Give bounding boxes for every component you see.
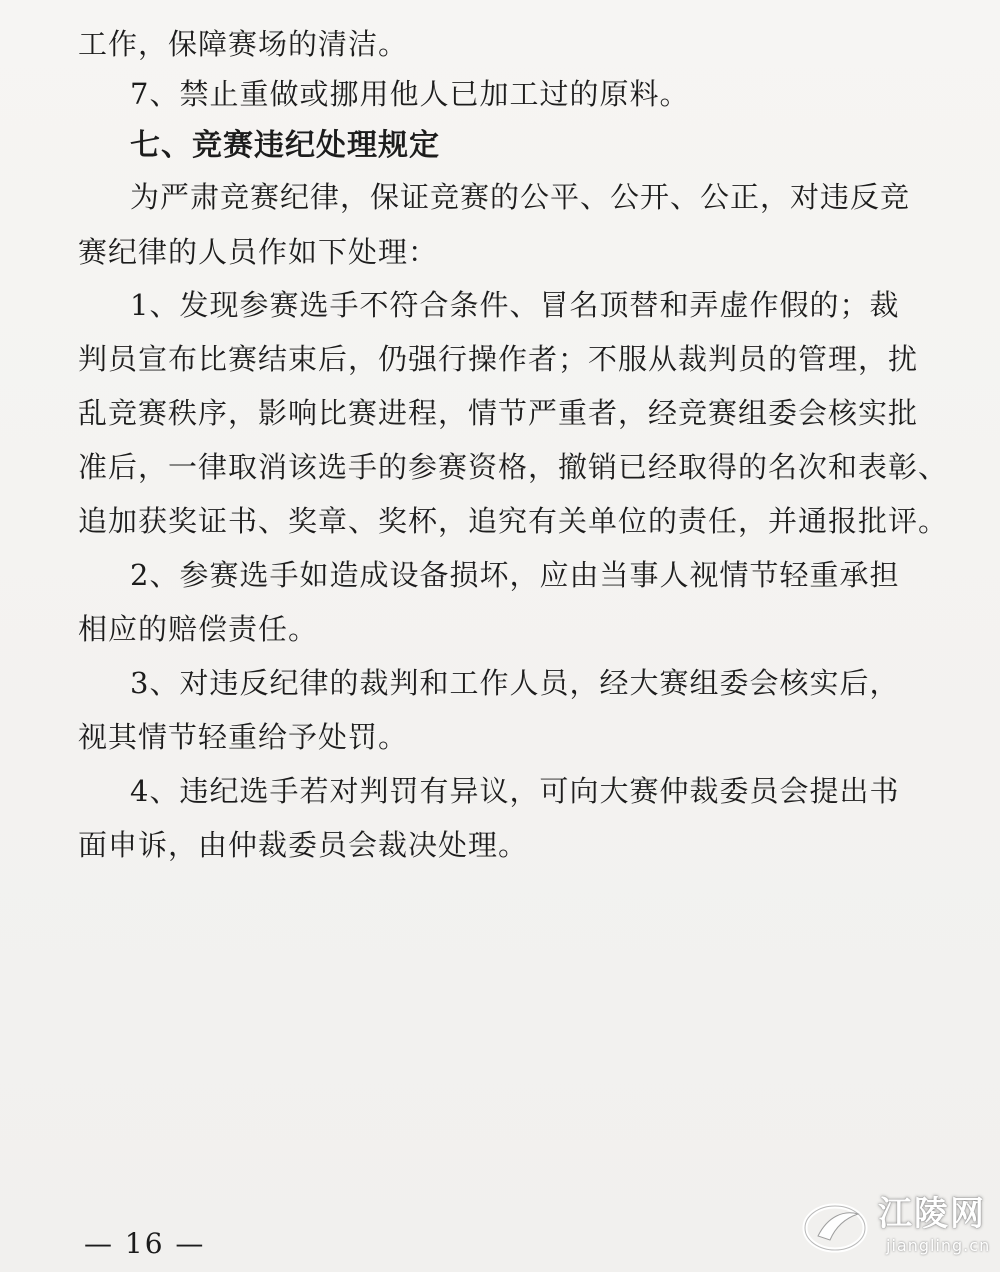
rule-item-4: 4、违纪选手若对判罚有异议，可向大赛仲裁委员会提出书 xyxy=(130,774,900,808)
paragraph-intro-line: 赛纪律的人员作如下处理： xyxy=(78,235,439,269)
page-number: — 16 — xyxy=(84,1227,206,1260)
paragraph-line: 工作，保障赛场的清洁。 xyxy=(78,27,409,61)
rule-item-1-line: 判员宣布比赛结束后，仍强行操作者；不服从裁判员的管理，扰 xyxy=(78,342,919,376)
rule-item-1-line: 乱竞赛秩序，影响比赛进程，情节严重者，经竞赛组委会核实批 xyxy=(78,396,919,430)
section-heading: 七、竞赛违纪处理规定 xyxy=(130,128,440,163)
rule-item-7: 7、禁止重做或挪用他人已加工过的原料。 xyxy=(130,77,690,111)
rule-item-3: 3、对违反纪律的裁判和工作人员，经大赛组委会核实后， xyxy=(130,666,900,700)
rule-item-1-line: 追加获奖证书、奖章、奖杯，追究有关单位的责任，并通报批评。 xyxy=(78,504,949,538)
rule-item-3-line: 视其情节轻重给予处罚。 xyxy=(78,720,409,754)
paragraph-intro-line: 为严肃竞赛纪律，保证竞赛的公平、公开、公正，对违反竞 xyxy=(130,180,911,214)
rule-item-2: 2、参赛选手如造成设备损坏，应由当事人视情节轻重承担 xyxy=(130,558,900,592)
watermark-logo-icon xyxy=(800,1196,870,1256)
rule-item-1: 1、发现参赛选手不符合条件、冒名顶替和弄虚作假的；裁 xyxy=(130,288,900,322)
watermark-url: jiangling.cn xyxy=(886,1236,991,1255)
rule-item-1-line: 准后，一律取消该选手的参赛资格，撤销已经取得的名次和表彰、 xyxy=(78,450,949,484)
watermark-name: 江陵网 xyxy=(878,1194,986,1234)
site-watermark xyxy=(800,1192,990,1264)
rule-item-4-line: 面申诉，由仲裁委员会裁决处理。 xyxy=(78,828,529,862)
rule-item-2-line: 相应的赔偿责任。 xyxy=(78,612,319,646)
